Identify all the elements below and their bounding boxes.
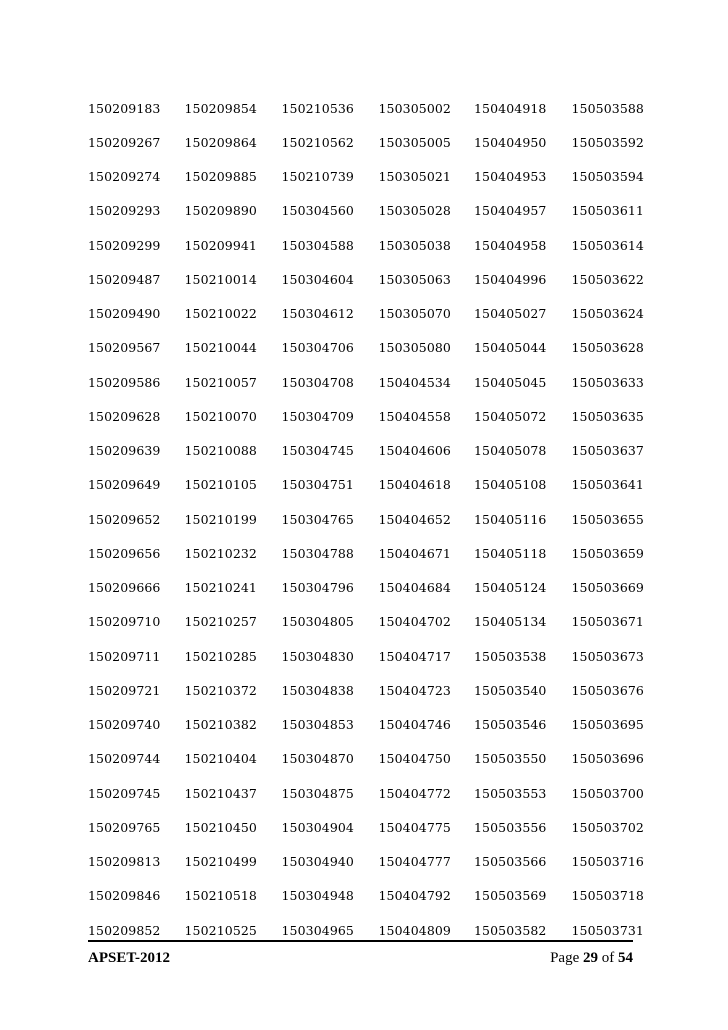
table-cell: 150405072 bbox=[474, 408, 547, 424]
table-cell: 150210499 bbox=[184, 854, 257, 870]
table-cell: 150304745 bbox=[281, 443, 354, 459]
table-cell: 150304604 bbox=[281, 271, 354, 287]
table-cell: 150209890 bbox=[184, 203, 257, 219]
table-cell: 150305080 bbox=[378, 340, 451, 356]
table-cell: 150210070 bbox=[184, 408, 257, 424]
table-cell: 150404809 bbox=[378, 922, 451, 938]
table-cell: 150304560 bbox=[281, 203, 354, 219]
table-cell: 150404652 bbox=[378, 511, 451, 527]
table-cell: 150404950 bbox=[474, 134, 547, 150]
table-cell: 150304805 bbox=[281, 614, 354, 630]
table-cell: 150209765 bbox=[88, 819, 161, 835]
footer-page-indicator bbox=[550, 950, 633, 967]
table-cell: 150404717 bbox=[378, 648, 451, 664]
table-cell: 150209813 bbox=[88, 854, 161, 870]
table-cell: 150405078 bbox=[474, 443, 547, 459]
table-cell: 150210382 bbox=[184, 717, 257, 733]
table-cell: 150305021 bbox=[378, 169, 451, 185]
table-cell: 150209885 bbox=[184, 169, 257, 185]
table-cell: 150209666 bbox=[88, 580, 161, 596]
table-cell: 150503676 bbox=[571, 682, 644, 698]
table-cell: 150404777 bbox=[378, 854, 451, 870]
table-cell: 150405118 bbox=[474, 545, 547, 561]
table-row bbox=[88, 125, 652, 159]
table-cell: 150304830 bbox=[281, 648, 354, 664]
table-cell: 150304612 bbox=[281, 306, 354, 322]
footer-page-number: 29 bbox=[583, 950, 598, 966]
table-cell: 150405116 bbox=[474, 511, 547, 527]
table-cell: 150503702 bbox=[571, 819, 644, 835]
table-cell: 150305005 bbox=[378, 134, 451, 150]
table-cell: 150503695 bbox=[571, 717, 644, 733]
table-row bbox=[88, 673, 652, 707]
table-row bbox=[88, 434, 652, 468]
table-cell: 150404750 bbox=[378, 751, 451, 767]
table-row bbox=[88, 742, 652, 776]
roll-number-table bbox=[88, 91, 652, 947]
table-cell: 150503540 bbox=[474, 682, 547, 698]
table-cell: 150209656 bbox=[88, 545, 161, 561]
footer-document-title: APSET-2012 bbox=[88, 950, 170, 966]
table-cell: 150404958 bbox=[474, 237, 547, 253]
roll-number-table-body bbox=[88, 91, 652, 947]
table-cell: 150304853 bbox=[281, 717, 354, 733]
table-cell: 150210525 bbox=[184, 922, 257, 938]
table-cell: 150209652 bbox=[88, 511, 161, 527]
table-cell: 150404918 bbox=[474, 100, 547, 116]
table-cell: 150503655 bbox=[571, 511, 644, 527]
table-cell: 150305070 bbox=[378, 306, 451, 322]
table-cell: 150304751 bbox=[281, 477, 354, 493]
table-cell: 150304706 bbox=[281, 340, 354, 356]
table-cell: 150209740 bbox=[88, 717, 161, 733]
page-footer bbox=[88, 940, 633, 972]
table-cell: 150405108 bbox=[474, 477, 547, 493]
table-cell: 150305038 bbox=[378, 237, 451, 253]
table-cell: 150503550 bbox=[474, 751, 547, 767]
table-cell: 150503592 bbox=[571, 134, 644, 150]
table-cell: 150305028 bbox=[378, 203, 451, 219]
table-cell: 150405124 bbox=[474, 580, 547, 596]
table-row bbox=[88, 845, 652, 879]
table-cell: 150210241 bbox=[184, 580, 257, 596]
table-cell: 150404684 bbox=[378, 580, 451, 596]
table-cell: 150209745 bbox=[88, 785, 161, 801]
table-cell: 150210562 bbox=[281, 134, 354, 150]
table-cell: 150404558 bbox=[378, 408, 451, 424]
table-cell: 150209628 bbox=[88, 408, 161, 424]
table-cell: 150209639 bbox=[88, 443, 161, 459]
table-cell: 150304765 bbox=[281, 511, 354, 527]
table-cell: 150503594 bbox=[571, 169, 644, 185]
table-cell: 150209586 bbox=[88, 374, 161, 390]
table-cell: 150210450 bbox=[184, 819, 257, 835]
table-cell: 150503622 bbox=[571, 271, 644, 287]
table-cell: 150304948 bbox=[281, 888, 354, 904]
table-cell: 150404996 bbox=[474, 271, 547, 287]
footer-page-word: Page bbox=[550, 950, 580, 966]
table-cell: 150503569 bbox=[474, 888, 547, 904]
footer-of-word: of bbox=[601, 950, 615, 966]
table-row bbox=[88, 160, 652, 194]
table-cell: 150503659 bbox=[571, 545, 644, 561]
table-row bbox=[88, 879, 652, 913]
table-cell: 150210057 bbox=[184, 374, 257, 390]
table-cell: 150209744 bbox=[88, 751, 161, 767]
footer-total-pages: 54 bbox=[618, 950, 633, 966]
table-cell: 150210739 bbox=[281, 169, 354, 185]
table-cell: 150210088 bbox=[184, 443, 257, 459]
table-cell: 150209721 bbox=[88, 682, 161, 698]
table-cell: 150210404 bbox=[184, 751, 257, 767]
table-cell: 150503624 bbox=[571, 306, 644, 322]
table-cell: 150503553 bbox=[474, 785, 547, 801]
table-row bbox=[88, 331, 652, 365]
table-cell: 150210232 bbox=[184, 545, 257, 561]
table-cell: 150304940 bbox=[281, 854, 354, 870]
table-cell: 150210437 bbox=[184, 785, 257, 801]
table-row bbox=[88, 502, 652, 536]
table-row bbox=[88, 468, 652, 502]
table-cell: 150503635 bbox=[571, 408, 644, 424]
table-cell: 150209274 bbox=[88, 169, 161, 185]
table-row bbox=[88, 708, 652, 742]
table-cell: 150209293 bbox=[88, 203, 161, 219]
table-cell: 150405045 bbox=[474, 374, 547, 390]
table-cell: 150304588 bbox=[281, 237, 354, 253]
table-cell: 150404957 bbox=[474, 203, 547, 219]
table-cell: 150404775 bbox=[378, 819, 451, 835]
table-cell: 150209267 bbox=[88, 134, 161, 150]
table-cell: 150209846 bbox=[88, 888, 161, 904]
table-cell: 150304709 bbox=[281, 408, 354, 424]
table-cell: 150503628 bbox=[571, 340, 644, 356]
table-cell: 150304904 bbox=[281, 819, 354, 835]
table-cell: 150304965 bbox=[281, 922, 354, 938]
table-cell: 150304838 bbox=[281, 682, 354, 698]
table-cell: 150404792 bbox=[378, 888, 451, 904]
table-cell: 150503546 bbox=[474, 717, 547, 733]
table-cell: 150404953 bbox=[474, 169, 547, 185]
table-cell: 150210044 bbox=[184, 340, 257, 356]
table-cell: 150304875 bbox=[281, 785, 354, 801]
table-cell: 150209567 bbox=[88, 340, 161, 356]
table-cell: 150503633 bbox=[571, 374, 644, 390]
table-cell: 150503588 bbox=[571, 100, 644, 116]
table-row bbox=[88, 776, 652, 810]
table-cell: 150405134 bbox=[474, 614, 547, 630]
table-cell: 150305002 bbox=[378, 100, 451, 116]
table-cell: 150503671 bbox=[571, 614, 644, 630]
table-cell: 150210014 bbox=[184, 271, 257, 287]
table-cell: 150503637 bbox=[571, 443, 644, 459]
table-cell: 150503696 bbox=[571, 751, 644, 767]
table-cell: 150304788 bbox=[281, 545, 354, 561]
table-cell: 150503611 bbox=[571, 203, 644, 219]
table-row bbox=[88, 297, 652, 331]
table-row bbox=[88, 228, 652, 262]
table-cell: 150503731 bbox=[571, 922, 644, 938]
table-cell: 150404702 bbox=[378, 614, 451, 630]
table-cell: 150405044 bbox=[474, 340, 547, 356]
table-cell: 150304708 bbox=[281, 374, 354, 390]
table-cell: 150503673 bbox=[571, 648, 644, 664]
table-cell: 150503582 bbox=[474, 922, 547, 938]
table-cell: 150209299 bbox=[88, 237, 161, 253]
table-cell: 150404606 bbox=[378, 443, 451, 459]
table-row bbox=[88, 605, 652, 639]
table-row bbox=[88, 571, 652, 605]
table-cell: 150304870 bbox=[281, 751, 354, 767]
table-cell: 150210105 bbox=[184, 477, 257, 493]
table-cell: 150404746 bbox=[378, 717, 451, 733]
table-row bbox=[88, 91, 652, 125]
table-cell: 150404618 bbox=[378, 477, 451, 493]
table-cell: 150209183 bbox=[88, 100, 161, 116]
table-cell: 150404723 bbox=[378, 682, 451, 698]
table-cell: 150503556 bbox=[474, 819, 547, 835]
table-cell: 150209852 bbox=[88, 922, 161, 938]
table-cell: 150209649 bbox=[88, 477, 161, 493]
table-row bbox=[88, 262, 652, 296]
table-cell: 150404671 bbox=[378, 545, 451, 561]
table-cell: 150503641 bbox=[571, 477, 644, 493]
table-cell: 150209864 bbox=[184, 134, 257, 150]
table-cell: 150404534 bbox=[378, 374, 451, 390]
table-cell: 150503566 bbox=[474, 854, 547, 870]
table-cell: 150210372 bbox=[184, 682, 257, 698]
table-cell: 150210536 bbox=[281, 100, 354, 116]
table-row bbox=[88, 536, 652, 570]
table-row bbox=[88, 810, 652, 844]
table-cell: 150405027 bbox=[474, 306, 547, 322]
table-cell: 150503700 bbox=[571, 785, 644, 801]
table-cell: 150209490 bbox=[88, 306, 161, 322]
table-cell: 150503614 bbox=[571, 237, 644, 253]
table-cell: 150503716 bbox=[571, 854, 644, 870]
table-row bbox=[88, 399, 652, 433]
table-cell: 150210285 bbox=[184, 648, 257, 664]
table-row bbox=[88, 194, 652, 228]
table-cell: 150503718 bbox=[571, 888, 644, 904]
table-cell: 150209941 bbox=[184, 237, 257, 253]
table-cell: 150209854 bbox=[184, 100, 257, 116]
table-cell: 150209487 bbox=[88, 271, 161, 287]
table-cell: 150209710 bbox=[88, 614, 161, 630]
table-cell: 150503538 bbox=[474, 648, 547, 664]
table-row bbox=[88, 639, 652, 673]
table-cell: 150209711 bbox=[88, 648, 161, 664]
table-cell: 150210518 bbox=[184, 888, 257, 904]
table-cell: 150210199 bbox=[184, 511, 257, 527]
table-cell: 150503669 bbox=[571, 580, 644, 596]
table-cell: 150404772 bbox=[378, 785, 451, 801]
table-cell: 150210022 bbox=[184, 306, 257, 322]
table-row bbox=[88, 365, 652, 399]
table-cell: 150304796 bbox=[281, 580, 354, 596]
table-cell: 150210257 bbox=[184, 614, 257, 630]
table-cell: 150305063 bbox=[378, 271, 451, 287]
